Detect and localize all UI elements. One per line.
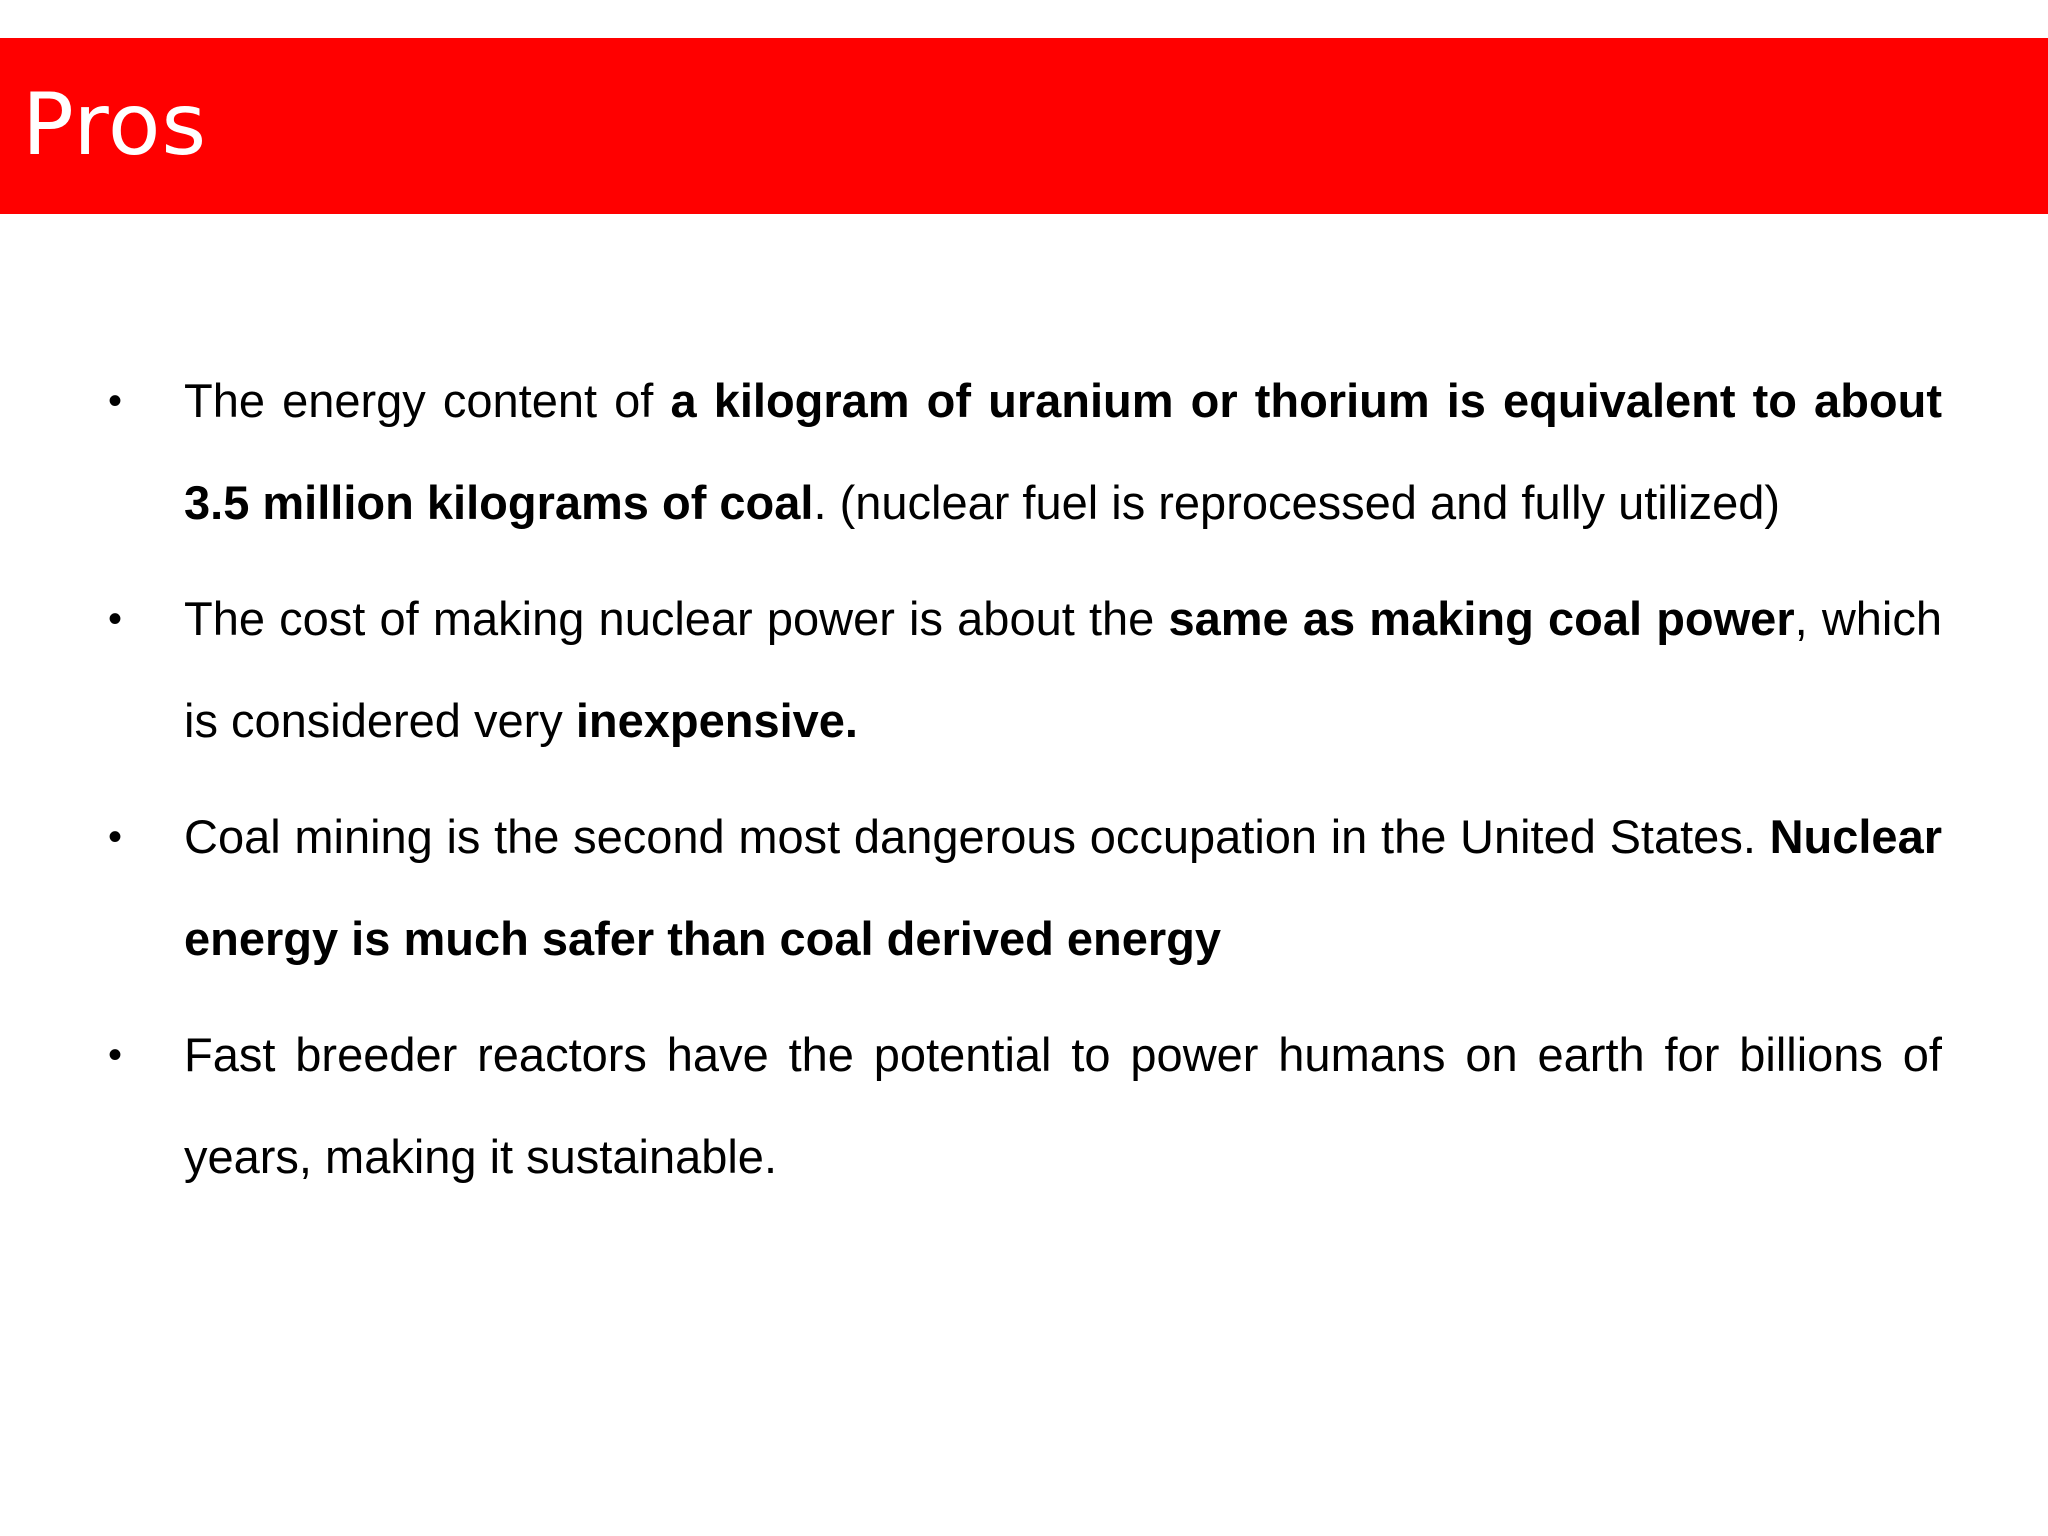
bullet-text: , which is considered very	[184, 592, 1942, 747]
bullet-text-bold: a kilogram of uranium or thorium is equivalent to about 3.5 million kilograms of coal	[184, 374, 1942, 529]
bullet-text-bold: inexpensive.	[575, 694, 858, 747]
bullet-item-safety	[100, 786, 1942, 990]
title-bar	[0, 38, 2048, 214]
bullet-icon: •	[108, 1033, 123, 1077]
bullet-text: Coal mining is the second most dangerous occupation in the United States.	[184, 810, 1770, 863]
bullet-icon: •	[108, 597, 123, 641]
bullet-text: The energy content of	[184, 374, 671, 427]
bullet-text: The cost of making nuclear power is about the	[184, 592, 1169, 645]
bullet-text-bold: same as making coal power	[1168, 592, 1795, 645]
bullet-list	[100, 350, 1942, 1222]
bullet-text-bold: Nuclear energy is much safer than coal derived energy	[184, 810, 1942, 965]
bullet-item-breeder-reactors	[100, 1004, 1942, 1208]
bullet-icon: •	[108, 815, 123, 859]
bullet-text: . (nuclear fuel is reprocessed and fully utilized)	[813, 476, 1781, 529]
bullet-text: Fast breeder reactors have the potential to power humans on earth for billions of years, making it sustainable.	[184, 1028, 1942, 1183]
bullet-icon: •	[108, 379, 123, 423]
bullet-item-cost	[100, 568, 1942, 772]
bullet-item-energy-content	[100, 350, 1942, 554]
slide-title: Pros	[22, 75, 208, 175]
